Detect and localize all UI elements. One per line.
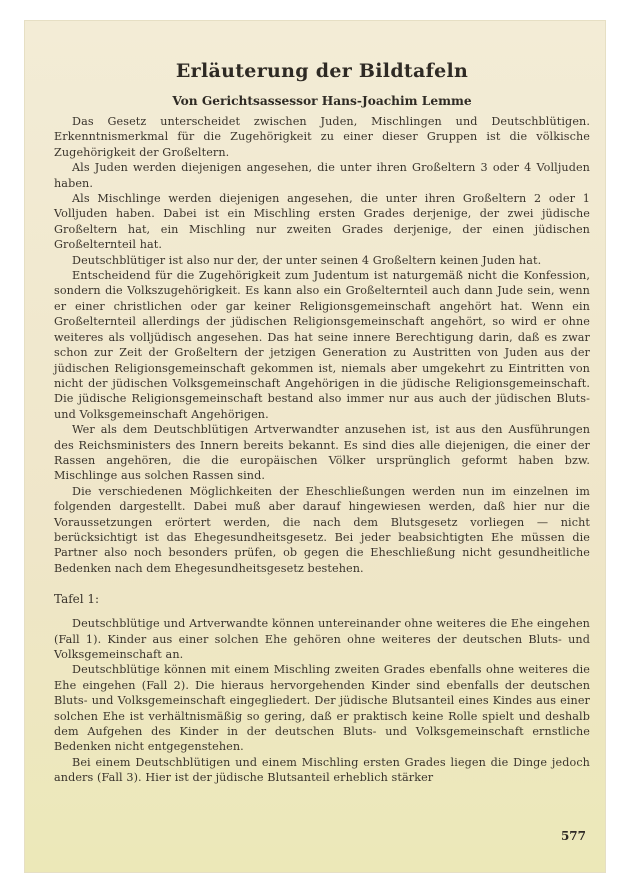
paragraph: Als Juden werden diejenigen angesehen, die unter ihren Großeltern 3 oder 4 Volljuden haben. (54, 161, 590, 190)
author-byline: Von Gerichtsassessor Hans-Joachim Lemme (172, 94, 472, 108)
document-page (24, 20, 606, 873)
paragraph: Das Gesetz unterscheidet zwischen Juden, Mischlingen und Deutschblütigen. Erkenntnismerkmal für die Zugehörigkeit zu einer dieser Gruppen ist die völkische Zugehörigkeit der Großeltern. (54, 115, 590, 159)
page-content (54, 60, 590, 786)
paragraph: Bei einem Deutschblütigen und einem Mischling ersten Grades liegen die Dinge jedoch anders (Fall 3). Hier ist der jüdische Blutsanteil erheblich stärker (54, 755, 590, 785)
paragraph: Die verschiedenen Möglichkeiten der Eheschließungen werden nun im einzelnen im folgenden dargestellt. Dabei muß aber darauf hingewiesen werden, daß hier nur die Voraussetzungen erörtert werden, die nach dem Blutsgesetz vorliegen — nicht berücksichtigt ist das Ehegesundheitsgesetz. Bei jeder beabsichtigten Ehe müssen die Partner also noch besonders prüfen, ob gegen die Eheschließung nicht gesundheitliche Bedenken nach dem Ehegesundheitsgesetz bestehen. (54, 484, 590, 575)
paragraph: Deutschblütiger ist also nur der, der unter seinen 4 Großeltern keinen Juden hat. (72, 253, 542, 267)
paragraph: Deutschblütige können mit einem Mischling zweiten Grades ebenfalls ohne weiteres die Ehe eingehen (Fall 2). Die hieraus hervorgehenden Kinder sind ebenfalls der deutschen Bluts- und Volksgemeinschaft eingegliedert. Der jüdische Blutsanteil eines Kindes aus einer solchen Ehe ist verhältnismäßig so gering, daß er praktisch keine Rolle spielt und deshalb dem Aufgehen des Kinder in der deutschen Bluts- und Volksgemeinschaft ernstliche Bedenken nicht entgegenstehen. (54, 663, 590, 754)
paragraph: Wer als dem Deutschblütigen Artverwandter anzusehen ist, ist aus den Ausführungen des Reichsministers des Innern bereits bekannt. Es sind dies alle diejenigen, die einer der Rassen angehören, die die europäischen Völker ursprünglich geformt haben bzw. Mischlinge aus solchen Rassen sind. (54, 423, 590, 483)
page-title: Erläuterung der Bildtafeln (175, 60, 469, 82)
page-number: 577 (560, 829, 586, 843)
paragraph: Entscheidend für die Zugehörigkeit zum Judentum ist naturgemäß nicht die Konfession, sondern die Volkszugehörigkeit. Es kann also ein Großelternteil auch dann Jude sein, wenn er einer christlichen oder gar keiner Religionsgemeinschaft angehört hat. Wenn ein Großelternteil allerdings der jüdischen Religionsgemeinschaft angehört, so wird er ohne weiteres als volljüdisch angesehen. Das hat seine innere Berechtigung darin, daß es zwar schon zur Zeit der Großeltern der jetzigen Generation zu Austritten von Juden aus der jüdischen Religionsgemeinschaft gekommen ist, niemals aber umgekehrt zu Eintritten von nicht der jüdischen Volksgemeinschaft Angehörigen in die jüdische Religionsgemeinschaft. Die jüdische Religionsgemeinschaft bestand also immer nur aus auch der jüdischen Bluts- und Volksgemeinschaft Angehörigen. (54, 269, 590, 421)
paragraph: Deutschblütige und Artverwandte können untereinander ohne weiteres die Ehe eingehen (Fall 1). Kinder aus einer solchen Ehe gehören ohne weiteres der deutschen Bluts- und Volksgemeinschaft an. (54, 617, 590, 661)
paragraph: Als Mischlinge werden diejenigen angesehen, die unter ihren Großeltern 2 oder 1 Volljuden haben. Dabei ist ein Mischling ersten Grades derjenige, der zwei jüdische Großeltern hat, ein Mischling nur zweiten Grades derjenige, der einen jüdischen Großelternteil hat. (54, 192, 590, 252)
section-heading: Tafel 1: (54, 592, 100, 607)
